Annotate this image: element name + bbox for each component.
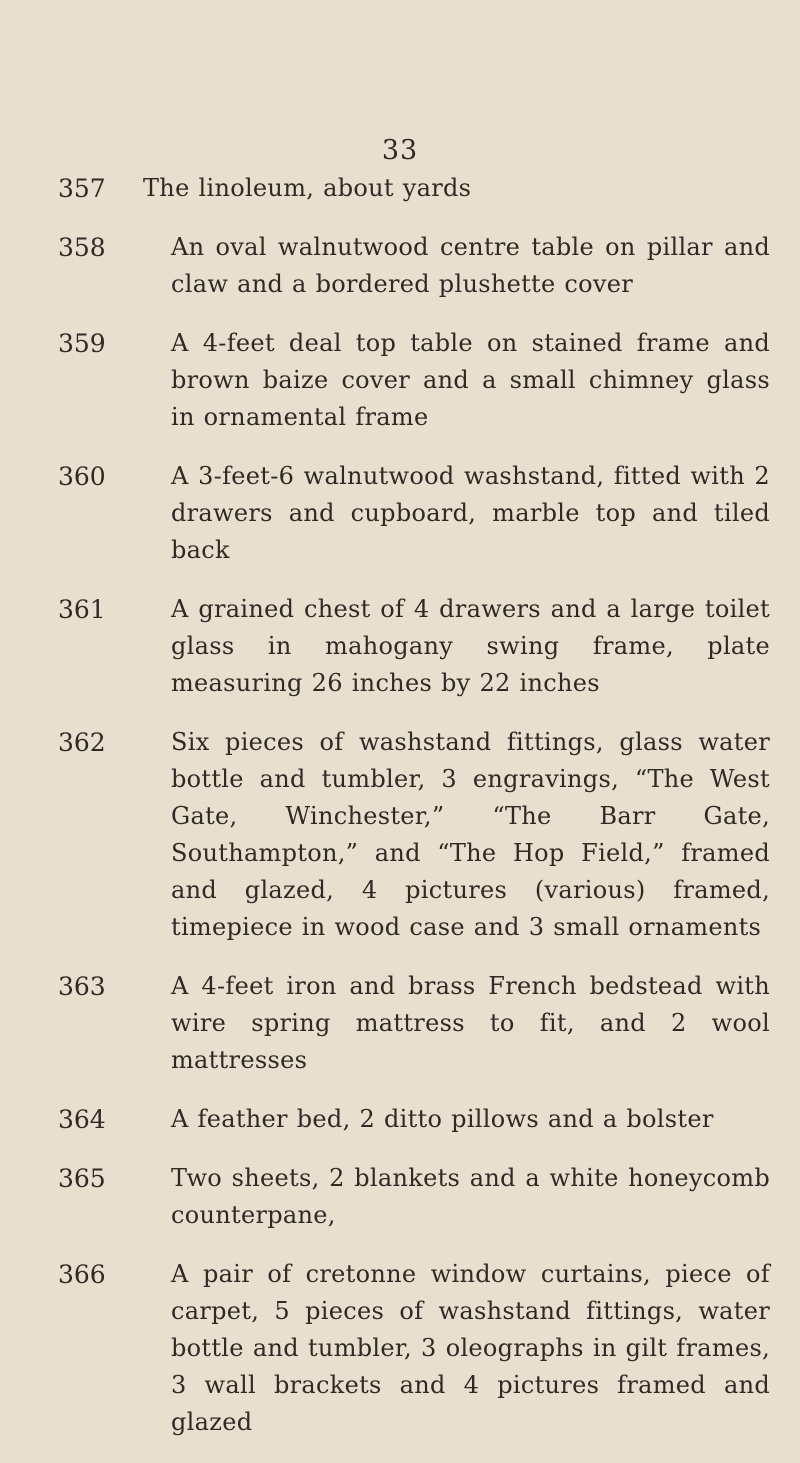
lot-number: 361: [58, 595, 106, 624]
lot-item: [58, 968, 770, 1079]
lot-number: 363: [58, 972, 106, 1001]
lot-item: [58, 325, 770, 436]
lot-number: 362: [58, 728, 106, 757]
lot-description: A 4-feet deal top table on stained frame and brown baize cover and a small chimney glass in ornamental frame: [171, 329, 770, 431]
lot-item: [58, 229, 770, 303]
lot-number: 358: [58, 233, 106, 262]
lot-number: 364: [58, 1105, 106, 1134]
lot-description: A feather bed, 2 ditto pillows and a bolster: [171, 1105, 714, 1133]
lot-description: A grained chest of 4 drawers and a large toilet glass in mahogany swing frame, plate measuring 26 inches by 22 inches: [171, 595, 770, 697]
lot-item: [58, 1256, 770, 1441]
lot-item: [58, 458, 770, 569]
lot-number: 360: [58, 462, 106, 491]
lot-item: [58, 170, 770, 207]
lot-item: [58, 1160, 770, 1234]
lot-description: Two sheets, 2 blankets and a white honeycomb counterpane,: [171, 1164, 770, 1229]
lot-list: [58, 170, 770, 1463]
lot-number: 365: [58, 1164, 106, 1193]
lot-number: 357: [58, 174, 106, 203]
page-number: 33: [381, 135, 419, 166]
lot-description: A 3-feet-6 walnutwood washstand, fitted with 2 drawers and cupboard, marble top and tiled back: [171, 462, 770, 564]
lot-description: Six pieces of washstand fittings, glass water bottle and tumbler, 3 engravings, “The West Gate, Winchester,” “The Barr Gate, Southampton,” and “The Hop Field,” framed and glazed, 4 pictures (various) framed, timepiece in wood case and 3 small ornaments: [171, 728, 770, 941]
lot-description: A pair of cretonne window curtains, piece of carpet, 5 pieces of washstand fittings, water bottle and tumbler, 3 oleographs in gilt frames, 3 wall brackets and 4 pictures framed and glazed: [171, 1260, 770, 1436]
lot-item: [58, 591, 770, 702]
lot-number: 366: [58, 1260, 106, 1289]
lot-number: 359: [58, 329, 106, 358]
lot-description: An oval walnutwood centre table on pillar and claw and a bordered plushette cover: [171, 233, 770, 298]
lot-item: [58, 1101, 770, 1138]
lot-item: [58, 724, 770, 946]
lot-description: The linoleum, about yards: [143, 174, 472, 202]
lot-description: A 4-feet iron and brass French bedstead with wire spring mattress to fit, and 2 wool mattresses: [171, 972, 770, 1074]
